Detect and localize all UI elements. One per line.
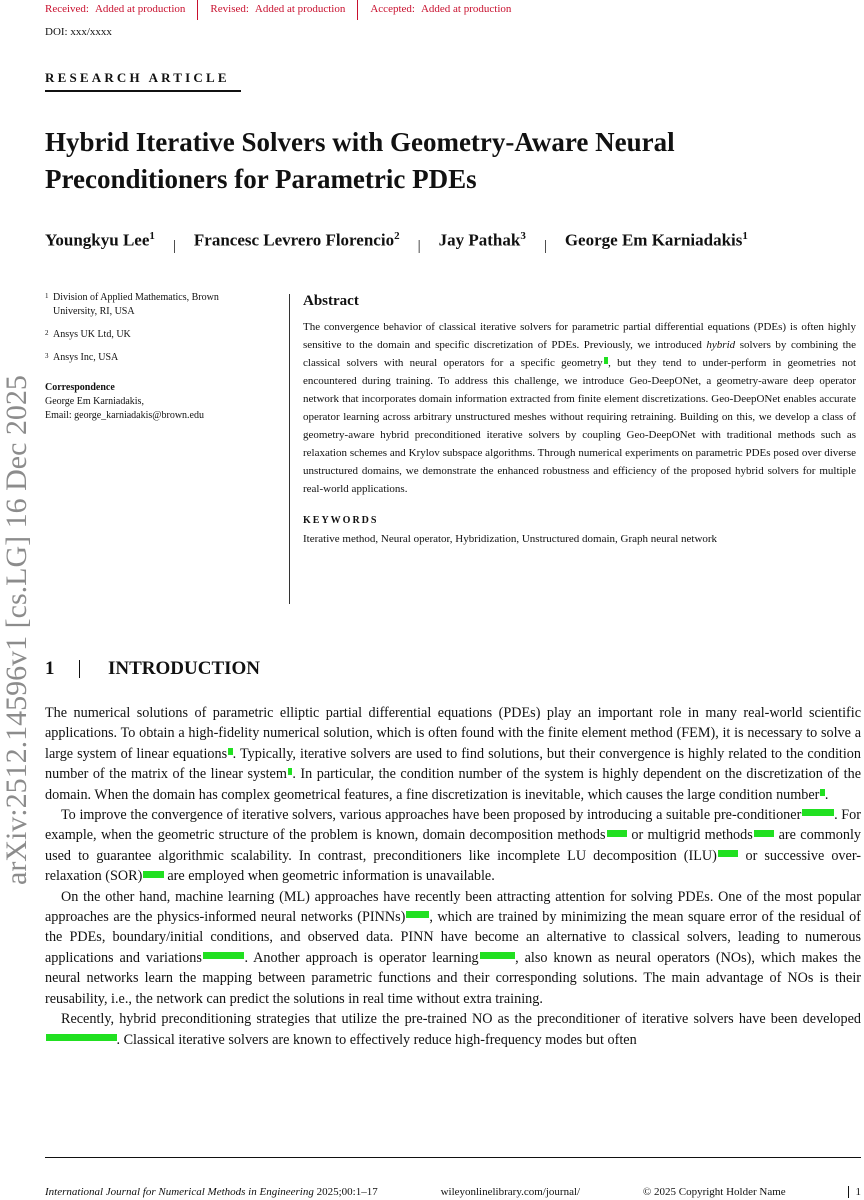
journal-citation: International Journal for Numerical Methods in Engineering 2025;00:1–17 [45, 1186, 378, 1198]
arxiv-stamp: arXiv:2512.14596v1 [cs.LG] 16 Dec 2025 [0, 375, 33, 885]
received-date: Received: Added at production [45, 0, 198, 20]
correspondence-heading: Correspondence [45, 382, 115, 393]
article-type-underline [45, 90, 241, 92]
copyright: © 2025 Copyright Holder Name [642, 1186, 786, 1198]
article-type: RESEARCH ARTICLE [45, 70, 230, 85]
author-separator: | [172, 237, 176, 254]
section-divider [79, 660, 80, 678]
section-title: INTRODUCTION [108, 658, 261, 679]
citation-link[interactable]: 15,16,17 [480, 952, 516, 959]
author-separator: | [543, 237, 547, 254]
paragraph: To improve the convergence of iterative solvers, various approaches have been proposed by introducing a suitable pre-conditioner 4,5,6,7. For example, when the geometric structure of the problem is known, domain decomposition methods 8 or multigrid methods 9 are commonly used to guarantee algorithmic scalability. In contrast, preconditioners like incomplete LU decomposition (ILU) 7 or successive over-relaxation (SOR) 7 are employed when geometric information is unavailable. [45, 807, 861, 885]
affiliation: 3 Ansys Inc, USA [45, 352, 119, 363]
affiliations-panel [45, 291, 260, 423]
section-heading [45, 658, 260, 680]
abstract-text: The convergence behavior of classical iterative solvers for parametric partial differential equations (PDEs) is often highly sensitive to the domain and specific discretization of PDEs. Previously, we introduced hybrid solvers by combining the classical solvers with neural operators for a specific geometry 1, but they tend to under-perform in geometries not encountered during training. To address this challenge, we introduce Geo-DeepONet, a geometry-aware deep operator network that incorporates domain information extracted from finite element discretizations. Geo-DeepONet enables accurate operator learning across arbitrary unstructured meshes without requiring retraining. Building on this, we develop a class of geometry-aware hybrid preconditioned iterative solvers by coupling Geo-DeepONet with traditional methods such as relaxation schemes and Krylov subspace algorithms. Through numerical experiments on parametric PDEs posed over diverse unstructured domains, we demonstrate the enhanced robustness and efficiency of the proposed hybrid solvers for multiple real-world applications. [303, 321, 857, 495]
citation-link[interactable]: 2 [229, 749, 232, 755]
paper-title: Hybrid Iterative Solvers with Geometry-Aware Neural Preconditioners for Parametric PDEs [45, 127, 675, 194]
citation-link[interactable]: 7 [718, 850, 739, 857]
citation-link[interactable]: 10 [406, 911, 429, 918]
paragraph: The numerical solutions of parametric elliptic partial differential equations (PDEs) play an important role in many real-world scientific applications. To obtain a high-fidelity numerical solution, which is often found with the finite element method (FEM), it is necessary to solve a large system of linear equations 2. Typically, iterative solvers are used to find solutions, but their convergence is highly related to the condition number of the matrix of the linear system 3. In particular, the condition number of the system is highly dependent on the discretization of the domain. When the domain has complex geometrical features, a fine discretization is inevitable, which causes the large condition number 3. [45, 705, 861, 803]
author-list [45, 230, 748, 254]
citation-link[interactable]: 11,12,13,14 [203, 952, 245, 959]
correspondence-name: George Em Karniadakis, [45, 396, 144, 407]
page-number: 1 [848, 1186, 861, 1198]
citation-link[interactable]: 7 [143, 871, 164, 878]
revised-date: Revised: Added at production [198, 0, 358, 20]
author-separator: | [417, 237, 421, 254]
footer-divider [45, 1157, 861, 1158]
keywords-heading: KEYWORDS [303, 515, 379, 526]
citation-link[interactable]: 9 [754, 830, 775, 837]
author-name: Francesc Levrero Florencio$^2$ [193, 230, 400, 250]
citation-link[interactable]: 3 [288, 769, 292, 775]
accepted-date: Accepted: Added at production [370, 3, 512, 15]
doi: DOI: xxx/xxxx [45, 26, 112, 38]
journal-url[interactable]: wileyonlinelibrary.com/journal/ [440, 1186, 581, 1198]
introduction-body [45, 703, 861, 1050]
author-name: Jay Pathak$^3$ [438, 230, 526, 250]
author-name: George Em Karniadakis$^1$ [564, 230, 748, 250]
citation-link[interactable]: 18,19,20,21,22,23,24,25,1 [46, 1034, 117, 1041]
production-dates-bar [45, 0, 523, 20]
keywords: Iterative method, Neural operator, Hybridization, Unstructured domain, Graph neural network [303, 533, 718, 545]
citation-link[interactable]: 1 [604, 358, 608, 364]
paragraph: Recently, hybrid preconditioning strategies that utilize the pre-trained NO as the preconditioner of iterative solvers have been developed18,19,20,21,22,23,24,25,1. Classical iterative solvers are known to effectively reduce high-frequency modes but often [45, 1009, 861, 1050]
abstract [303, 292, 856, 548]
affiliation: 2 Ansys UK Ltd, UK [45, 329, 131, 340]
citation-link[interactable]: 8 [607, 830, 628, 837]
author-name: Youngkyu Lee$^1$ [45, 230, 155, 250]
page-footer [45, 1186, 861, 1198]
affiliation: 1 Division of Applied Mathematics, Brown University, RI, USA [45, 292, 219, 317]
abstract-divider [289, 294, 290, 604]
abstract-heading: Abstract [303, 293, 359, 309]
correspondence-email[interactable]: Email: george_karniadakis@brown.edu [45, 410, 204, 421]
citation-link[interactable]: 4,5,6,7 [802, 809, 834, 816]
citation-link[interactable]: 3 [821, 789, 824, 795]
section-number: 1 [45, 658, 55, 679]
paragraph: On the other hand, machine learning (ML) approaches have recently been attracting attention for solving PDEs. One of the most popular approaches are the physics-informed neural networks (PINNs) 10, which are trained by minimizing the mean square error of the residual of the PDEs, boundary/initial conditions, and observed data. PINN have become an alternative to classical solvers, leading to numerous applications and variations 11,12,13,14. Another approach is operator learning 15,16,17, also known as neural operators (NOs), which makes the neural networks learn the mapping between parametric functions and their corresponding solutions. The main advantage of NOs is their reusability, i.e., the network can predict the solutions in real time without extra training. [45, 888, 861, 1007]
